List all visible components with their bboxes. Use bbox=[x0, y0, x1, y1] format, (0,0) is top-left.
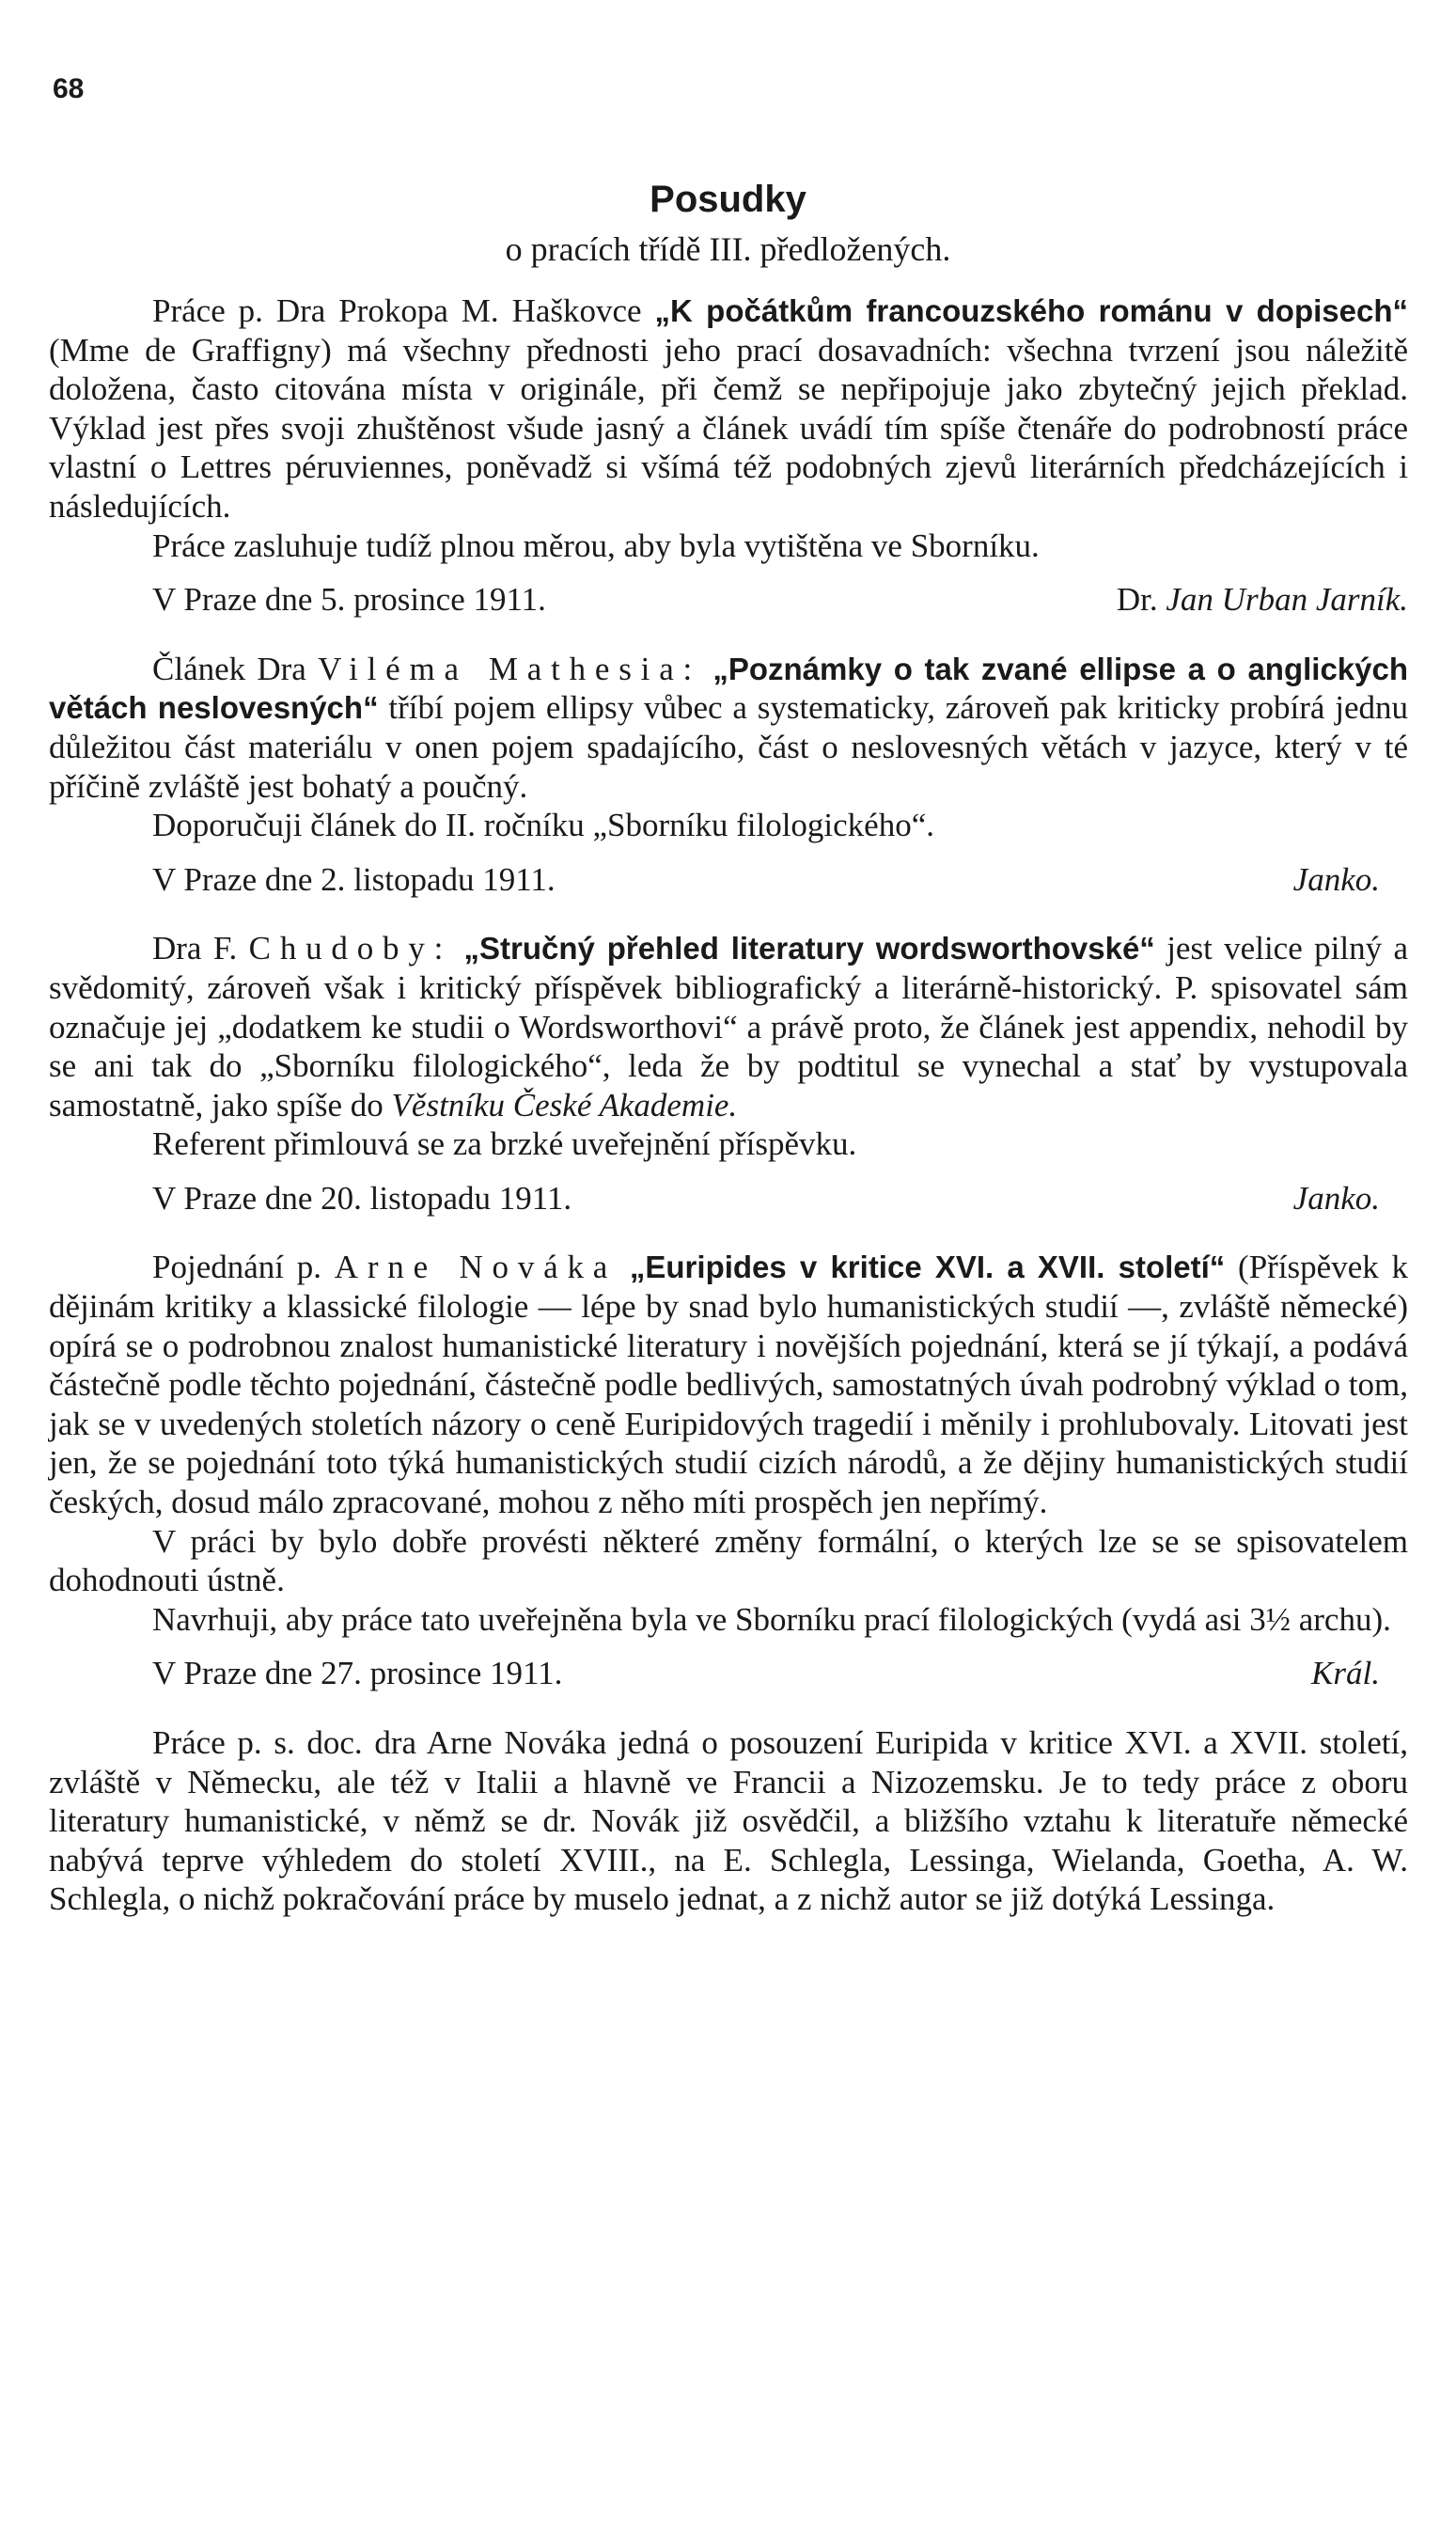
signature-line bbox=[49, 860, 1408, 900]
review-paragraph bbox=[49, 929, 1408, 1124]
work-title: „Poznámky o tak zvané ellipse a o anglických větách neslovesných“ bbox=[49, 651, 1409, 726]
signature: Král. bbox=[1311, 1655, 1380, 1692]
text-run: Práce p. Dra Prokopa M. Haškovce bbox=[152, 292, 655, 329]
signature-line bbox=[49, 580, 1408, 620]
work-title: „Euripides v kritice XVI. a XVII. století“ bbox=[629, 1250, 1226, 1285]
document-body bbox=[49, 291, 1408, 1919]
signature: Janko. bbox=[1292, 860, 1380, 898]
review-paragraph: Navrhuji, aby práce tato uveřejněna byla ve Sborníku prací filologických (vydá asi 3½ archu). bbox=[152, 1600, 1391, 1638]
place-date: V Praze dne 2. listopadu 1911. bbox=[152, 860, 556, 898]
work-title: „K počátkům francouzského románu v dopisech“ bbox=[654, 293, 1408, 328]
review-paragraph bbox=[49, 291, 1408, 527]
text-run: (Příspěvek k dějinám kritiky a klassické filologie — lépe by snad bylo humanistických studií —, zvláště německé) opírá se o podrobnou znalost humanistické literatury i novějších pojednání, která se jí týkají, a podává částečně podle těchto pojednání, částečně podle bedlivých, samostatných úvah podrobný výklad o tom, jak se v uvedených stoletích názory o ceně Euripidových tragedií i měnily i prohlubovaly. Litovati jest jen, že se pojednání toto týká humanistických studií cizích národů, a že dějiny humanistických studií českých, dosud málo zpracované, mohou z něho míti prospěch jen nepřímý. bbox=[49, 1249, 1408, 1521]
review-paragraph bbox=[49, 650, 1408, 806]
author-name: Arne Nováka bbox=[334, 1249, 618, 1286]
review-3 bbox=[49, 929, 1408, 1218]
section-subtitle: o pracích třídě III. předložených. bbox=[505, 230, 951, 268]
work-title: „Stručný přehled literatury wordsworthovské“ bbox=[463, 931, 1155, 967]
review-1 bbox=[49, 291, 1408, 620]
text-run: Článek Dra bbox=[152, 650, 319, 687]
signature-name: Jan Urban Jarník. bbox=[1166, 581, 1408, 619]
signature-line bbox=[49, 1179, 1408, 1218]
signature bbox=[1117, 580, 1408, 620]
review-paragraph: V práci by bylo dobře provésti některé změny formální, o kterých lze se se spisovatelem dohodnouti ústně. bbox=[49, 1522, 1408, 1599]
journal-title: Věstníku České Akademie. bbox=[391, 1086, 738, 1124]
signature: Janko. bbox=[1292, 1179, 1380, 1217]
place-date: V Praze dne 5. prosince 1911. bbox=[152, 581, 546, 619]
signature-line bbox=[49, 1654, 1408, 1693]
review-4 bbox=[49, 1248, 1408, 1693]
review-paragraph: Práce zasluhuje tudíž plnou měrou, aby byla vytištěna ve Sborníku. bbox=[152, 527, 1040, 564]
review-paragraph: Referent přimlouvá se za brzké uveřejnění příspěvku. bbox=[152, 1125, 857, 1163]
review-paragraph bbox=[49, 1248, 1408, 1521]
text-run: (Mme de Graffigny) má všechny přednosti jeho prací dosavadních: všechna tvrzení jsou náležitě doložena, často citována místa v originále, při čemž se nepřipojuje jako zbytečný jejich překlad. Výklad jest přes svoji zhuštěnost všude jasný a článek uvádí tím spíše čtenáře do podrobností práce vlastní o Lettres péruviennes, poněvadž si všímá též podobných zjevů literárních předcházejících i následujících. bbox=[49, 331, 1408, 525]
review-paragraph: Doporučuji článek do II. ročníku „Sborníku filologického“. bbox=[152, 807, 935, 844]
author-name: Chudoby: bbox=[248, 930, 453, 967]
text-run: tříbí pojem ellipsy vůbec a systematicky, zároveň pak kriticky probírá jednu důležitou část materiálu v onen pojem spadajícího, část o neslovesných větách v jazyce, který v té příčině zvláště jest bohatý a poučný. bbox=[49, 689, 1409, 805]
text-run bbox=[452, 930, 463, 967]
author-name: Viléma Mathesia: bbox=[318, 650, 702, 687]
review-paragraph: Práce p. s. doc. dra Arne Nováka jedná o posouzení Euripida v kritice XVI. a XVII. století, zvláště v Německu, ale též v Italii a hlavně ve Francii a Nizozemsku. Je to tedy práce z oboru literatury humanistické, v němž se dr. Novák již osvědčil, a bližšího vztahu k literatuře německé nabývá teprve výhledem do století XVIII., na E. Schlegla, Lessinga, Wielanda, Goetha, A. W. Schlegla, o nichž pokračování práce by muselo jednat, a z nichž autor se již dotýká Lessinga. bbox=[49, 1724, 1408, 1918]
place-date: V Praze dne 27. prosince 1911. bbox=[152, 1655, 563, 1692]
section-title: Posudky bbox=[650, 179, 806, 220]
text-run bbox=[617, 1249, 630, 1285]
text-run bbox=[701, 651, 712, 687]
text-run: jest velice pilný a svědomitý, zároveň však i kritický příspěvek bibliografický a literárně-historický. P. spisovatel sám označuje jej „dodatkem ke studii o Wordsworthovi“ a právě proto, že článek jest appendix, nehodil by se ani tak do „Sborníku filologického“, leda že by podtitul se vynechal a stať by vystupovala samostatně, jako spíše do bbox=[49, 930, 1408, 1124]
place-date: V Praze dne 20. listopadu 1911. bbox=[152, 1179, 572, 1217]
signature-prefix: Dr. bbox=[1116, 581, 1166, 619]
text-run: Pojednání p. bbox=[152, 1249, 335, 1286]
page-number: 68 bbox=[53, 73, 85, 104]
review-5 bbox=[49, 1723, 1408, 1919]
text-run: Dra F. bbox=[152, 930, 249, 967]
review-2 bbox=[49, 650, 1408, 900]
